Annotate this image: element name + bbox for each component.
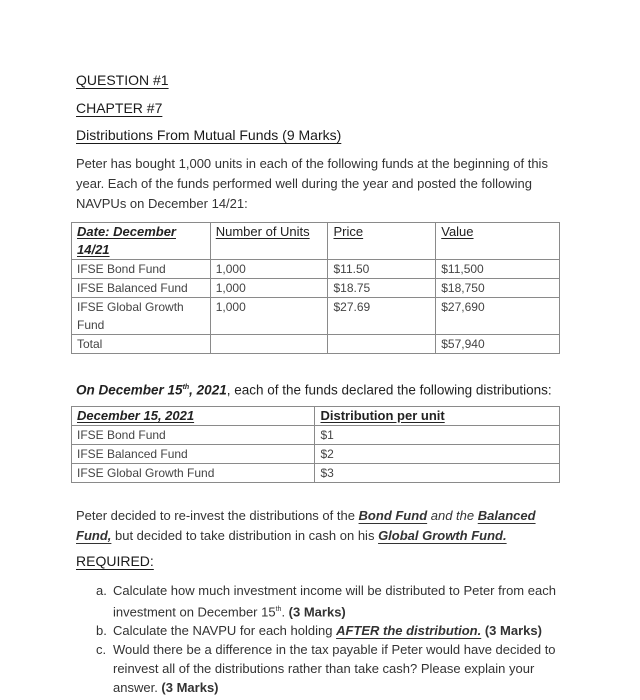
list-item: a. Calculate how much investment income will be distributed to Peter from each investment on December 15th. (3 Marks): [96, 583, 556, 620]
price-header: Price: [328, 223, 436, 260]
distribution-cell: $2: [315, 445, 560, 464]
list-item: c. Would there be a difference in the tax payable if Peter would have decided to reinvest all of the distributions rather than take cash? Please explain your answer. (3 Marks): [96, 642, 556, 696]
fund-values-table: [71, 222, 560, 354]
table-row: [72, 445, 560, 464]
distribution-date-header: December 15, 2021: [72, 407, 315, 426]
chapter-heading: CHAPTER #7: [76, 100, 163, 116]
units-cell: 1,000: [210, 298, 328, 335]
table-row: [72, 426, 560, 445]
fund-name: IFSE Balanced Fund: [72, 279, 211, 298]
intro-paragraph: Peter has bought 1,000 units in each of the following funds at the beginning of this year. Each of the funds performed well during the year and posted the following NAVPUs on December 14/21:: [76, 156, 548, 211]
distribution-cell: $1: [315, 426, 560, 445]
value-cell: $18,750: [436, 279, 560, 298]
fund-name: IFSE Balanced Fund: [72, 445, 315, 464]
table-header-row: [72, 407, 560, 426]
fund-name: IFSE Global Growth Fund: [72, 298, 211, 335]
units-cell: 1,000: [210, 279, 328, 298]
price-cell: $18.75: [328, 279, 436, 298]
topic-heading: Distributions From Mutual Funds (9 Marks): [76, 127, 342, 143]
empty-cell: [210, 335, 328, 354]
table-header-row: [72, 223, 560, 260]
required-list: [96, 581, 576, 697]
list-item: b. Calculate the NAVPU for each holding AFTER the distribution. (3 Marks): [96, 623, 542, 639]
units-header: Number of Units: [210, 223, 328, 260]
distribution-per-unit-header: Distribution per unit: [315, 407, 560, 426]
fund-name: IFSE Global Growth Fund: [72, 464, 315, 483]
table-row: [72, 298, 560, 335]
table-row: [72, 260, 560, 279]
table-row: [72, 464, 560, 483]
price-cell: $27.69: [328, 298, 436, 335]
total-row: [72, 335, 560, 354]
decision-paragraph: Peter decided to re-invest the distributions of the Bond Fund and the Balanced Fund, but decided to take distribution in cash on his Global Growth Fund.: [76, 508, 536, 543]
question-heading: QUESTION #1: [76, 72, 169, 88]
empty-cell: [328, 335, 436, 354]
price-cell: $11.50: [328, 260, 436, 279]
total-value: $57,940: [436, 335, 560, 354]
units-cell: 1,000: [210, 260, 328, 279]
fund-name: IFSE Bond Fund: [72, 260, 211, 279]
distribution-table: [71, 406, 560, 483]
required-heading: REQUIRED:: [76, 553, 154, 569]
declaration-paragraph: On December 15th, 2021, each of the funds declared the following distributions:: [76, 382, 552, 398]
table-row: [72, 279, 560, 298]
date-header: Date: December 14/21: [72, 223, 211, 260]
distribution-cell: $3: [315, 464, 560, 483]
value-header: Value: [436, 223, 560, 260]
fund-name: IFSE Bond Fund: [72, 426, 315, 445]
total-label: Total: [72, 335, 211, 354]
value-cell: $11,500: [436, 260, 560, 279]
value-cell: $27,690: [436, 298, 560, 335]
